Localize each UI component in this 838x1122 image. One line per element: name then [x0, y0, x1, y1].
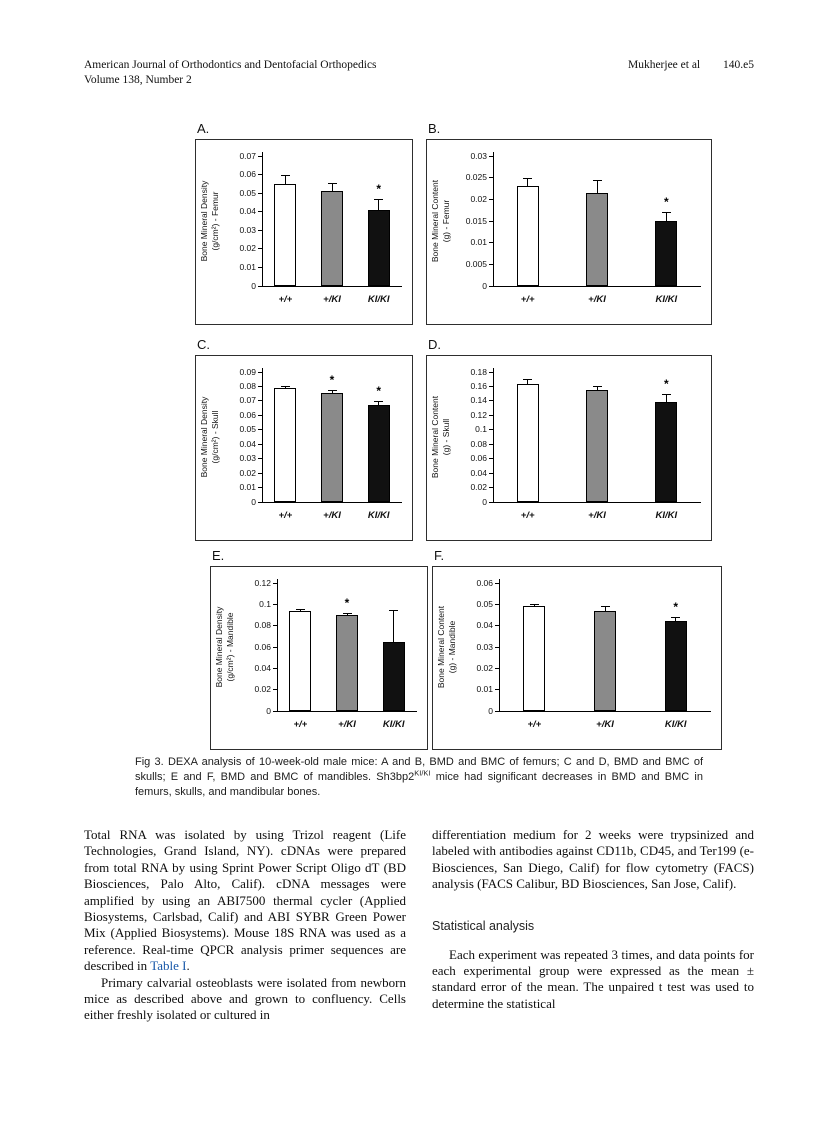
x-category-label: +/KI — [596, 719, 614, 730]
paragraph-facs: differentiation medium for 2 weeks were trypsinized and labeled with antibodies against CD11b, CD45, and Ter199 (e-Biosciences, San Diego, Calif) for flow cytometry (FACS) analysis (FACS Calibur, BD Biosciences, San Jose, Calif). — [432, 827, 754, 892]
x-category-label: +/+ — [520, 294, 535, 305]
y-axis-line — [262, 368, 263, 502]
x-category-label: +/+ — [527, 719, 542, 730]
y-tick-label: 0.06 — [254, 641, 271, 652]
figure-label: Fig 3. — [135, 756, 164, 768]
paragraph-text: Total RNA was isolated by using Trizol reagent (Life Technologies, Grand Island, NY). cDNAs were prepared from total RNA by using Sprint Power Script Oligo dT (BD Biosciences, Palo Alto, Calif). cDNA messages were amplified by using an ABI7500 thermal cycler (Applied Biosystems, Carlsbad, Calif) and ABI SYBR Green Power Mix (Applied Biosystems). Mouse 18S RNA was used as a reference. Real-time QPCR analysis primer sequences are described in — [84, 827, 406, 974]
y-tick — [489, 177, 493, 178]
chart-box — [432, 566, 722, 750]
table-i-link[interactable]: Table I — [150, 958, 187, 974]
y-tick — [489, 444, 493, 445]
y-axis-line — [262, 152, 263, 286]
chart-panel-a — [195, 122, 413, 325]
y-tick — [489, 199, 493, 200]
error-bar — [597, 180, 598, 193]
y-tick — [273, 711, 277, 712]
error-bar-cap — [389, 610, 398, 611]
figure-caption-text: DEXA analysis of 10-week-old male mice: A and B, BMD and BMC of femurs; C and D, BMD and BMC of skulls; E and F, BMD and BMC of mandibles. Sh3bp2 — [135, 756, 704, 783]
bar-+/+ — [274, 184, 296, 286]
x-category-label: +/+ — [293, 719, 308, 730]
x-axis-line — [493, 502, 701, 503]
y-tick-label: 0.02 — [254, 684, 271, 695]
y-tick — [495, 689, 499, 690]
y-tick-label: 0.025 — [465, 172, 487, 183]
body-column-left — [84, 827, 406, 1024]
y-axis-title-line: Bone Mineral Density — [214, 606, 224, 688]
y-tick-label: 0 — [251, 496, 256, 507]
error-bar-cap — [343, 613, 352, 614]
y-tick-label: 0 — [482, 496, 487, 507]
bar-+/KI — [321, 393, 343, 502]
y-tick-label: 0.01 — [470, 237, 487, 248]
significance-star: * — [344, 595, 350, 610]
error-bar-cap — [328, 390, 337, 391]
y-tick — [258, 248, 262, 249]
y-tick — [258, 429, 262, 430]
bar-+/KI — [594, 611, 616, 711]
chart-panel-b — [426, 122, 712, 325]
bar-+/KI — [321, 191, 343, 286]
x-category-label: +/KI — [338, 719, 356, 730]
y-tick-label: 0.1 — [259, 598, 271, 609]
y-tick-label: 0.18 — [470, 366, 487, 377]
bar-KI/KI — [383, 642, 405, 711]
y-tick-label: 0.07 — [239, 395, 256, 406]
y-tick — [489, 400, 493, 401]
y-tick-label: 0.04 — [254, 662, 271, 673]
bar-+/KI — [336, 615, 358, 711]
y-tick — [489, 264, 493, 265]
y-tick — [273, 689, 277, 690]
panel-label: C. — [197, 337, 210, 352]
chart-box — [210, 566, 428, 750]
error-bar — [332, 183, 333, 191]
y-tick — [258, 211, 262, 212]
y-tick-label: 0.04 — [470, 467, 487, 478]
y-tick-label: 0.08 — [239, 380, 256, 391]
error-bar-cap — [530, 604, 539, 605]
y-tick — [489, 242, 493, 243]
chart-panel-d — [426, 338, 712, 541]
error-bar-cap — [374, 199, 383, 200]
y-tick — [258, 174, 262, 175]
chart-box — [426, 139, 712, 325]
x-axis-line — [493, 286, 701, 287]
bar-+/+ — [523, 606, 545, 711]
bar-+/+ — [289, 611, 311, 711]
y-tick-label: 0.02 — [239, 467, 256, 478]
y-tick-label: 0 — [482, 280, 487, 291]
error-bar-cap — [523, 379, 532, 380]
y-tick — [489, 458, 493, 459]
error-bar-cap — [593, 180, 602, 181]
y-tick-label: 0.02 — [476, 662, 493, 673]
section-heading-statistical-analysis: Statistical analysis — [432, 918, 535, 933]
y-tick-label: 0.03 — [476, 641, 493, 652]
y-tick-label: 0.005 — [465, 258, 487, 269]
body-column-right — [432, 827, 754, 1012]
y-tick — [258, 444, 262, 445]
bar-+/+ — [274, 388, 296, 502]
y-tick — [273, 583, 277, 584]
x-category-label: +/KI — [588, 510, 606, 521]
y-tick-label: 0.03 — [470, 150, 487, 161]
paragraph-statistics: Each experiment was repeated 3 times, and data points for each experimental group were expressed as the mean ± standard error of the mean. The unpaired t test was used to determine the statistical — [432, 946, 754, 1011]
page-number: 140.e5 — [723, 59, 754, 71]
x-axis-line — [277, 711, 417, 712]
y-tick-label: 0.16 — [470, 380, 487, 391]
y-tick-label: 0.06 — [239, 169, 256, 180]
paragraph-text-end: . — [186, 958, 190, 974]
y-tick — [489, 286, 493, 287]
panel-label: D. — [428, 337, 441, 352]
y-tick — [258, 156, 262, 157]
y-axis-line — [493, 152, 494, 286]
chart-panel-f — [432, 549, 722, 750]
bar-KI/KI — [368, 405, 390, 502]
panel-label: B. — [428, 121, 441, 136]
y-tick — [489, 386, 493, 387]
y-axis-title-line: (g) - Skull — [440, 418, 451, 456]
y-tick — [489, 221, 493, 222]
y-tick-label: 0.12 — [254, 577, 271, 588]
y-tick — [495, 604, 499, 605]
error-bar-cap — [671, 617, 680, 618]
y-tick — [489, 415, 493, 416]
y-axis-line — [277, 579, 278, 711]
y-axis-title-line: (g) - Femur — [440, 199, 451, 243]
bar-+/+ — [517, 186, 539, 286]
y-tick — [258, 415, 262, 416]
x-category-label: +/+ — [520, 510, 535, 521]
x-category-label: +/KI — [323, 510, 341, 521]
significance-star: * — [376, 383, 381, 398]
bar-+/+ — [517, 384, 539, 502]
x-category-label: +/KI — [323, 294, 341, 305]
x-category-label: KI/KI — [367, 294, 390, 305]
y-tick — [489, 502, 493, 503]
error-bar-cap — [662, 394, 671, 395]
y-axis-title-line: (g/cm²) - Femur — [209, 191, 220, 251]
x-axis-line — [499, 711, 711, 712]
y-axis-title-line: Bone Mineral Content — [436, 605, 446, 689]
y-tick-label: 0.01 — [239, 261, 256, 272]
error-bar-cap — [374, 401, 383, 402]
y-tick-label: 0.14 — [470, 395, 487, 406]
y-tick — [495, 625, 499, 626]
y-tick-label: 0.08 — [470, 438, 487, 449]
error-bar-cap — [281, 175, 290, 176]
y-tick — [273, 668, 277, 669]
bar-KI/KI — [665, 621, 687, 711]
bar-+/KI — [586, 390, 608, 502]
y-tick-label: 0.04 — [239, 206, 256, 217]
y-tick — [489, 473, 493, 474]
y-axis-title-line: Bone Mineral Content — [430, 395, 440, 479]
y-tick-label: 0.05 — [476, 598, 493, 609]
y-tick — [258, 286, 262, 287]
chart-panel-e — [210, 549, 428, 750]
x-category-label: +/+ — [278, 294, 293, 305]
bar-KI/KI — [655, 402, 677, 502]
y-tick-label: 0.12 — [470, 409, 487, 420]
y-tick — [258, 473, 262, 474]
journal-volume: Volume 138, Number 2 — [84, 73, 192, 86]
error-bar-cap — [662, 212, 671, 213]
y-tick-label: 0.04 — [239, 438, 256, 449]
chart-box — [195, 355, 413, 541]
chart-box — [426, 355, 712, 541]
y-tick — [258, 267, 262, 268]
significance-star: * — [663, 195, 669, 210]
error-bar — [285, 175, 286, 184]
y-tick — [258, 458, 262, 459]
error-bar — [666, 212, 667, 221]
paragraph-methods-rna — [84, 827, 406, 975]
chart-box — [195, 139, 413, 325]
y-tick-label: 0.1 — [475, 424, 487, 435]
y-tick — [495, 583, 499, 584]
error-bar — [666, 394, 667, 403]
y-axis-title-line: Bone Mineral Content — [430, 179, 440, 263]
y-axis-title-line: (g/cm²) - Mandible — [224, 612, 235, 682]
y-tick — [489, 156, 493, 157]
bar-KI/KI — [368, 210, 390, 286]
panel-label: E. — [212, 548, 225, 563]
y-tick-label: 0.07 — [239, 150, 256, 161]
chart-panel-c — [195, 338, 413, 541]
y-axis-title-line: Bone Mineral Density — [199, 180, 209, 262]
y-tick-label: 0.04 — [476, 620, 493, 631]
error-bar-cap — [593, 386, 602, 387]
y-tick — [258, 372, 262, 373]
y-tick-label: 0.08 — [254, 620, 271, 631]
significance-star: * — [376, 181, 381, 196]
figure-caption-text-end: mice had significant decreases in BMD and BMC in femurs, skulls, and mandibular bones. — [135, 771, 703, 798]
y-tick — [258, 400, 262, 401]
y-tick — [495, 711, 499, 712]
y-tick-label: 0 — [488, 705, 493, 716]
y-tick — [489, 372, 493, 373]
y-tick — [489, 429, 493, 430]
significance-star: * — [673, 600, 678, 615]
error-bar-cap — [328, 183, 337, 184]
y-axis-title-line: Bone Mineral Density — [199, 396, 209, 478]
y-tick-label: 0.09 — [239, 366, 256, 377]
y-tick — [258, 230, 262, 231]
y-tick — [273, 625, 277, 626]
y-tick — [495, 647, 499, 648]
x-category-label: KI/KI — [655, 510, 678, 521]
panel-label: F. — [434, 548, 445, 563]
error-bar-cap — [601, 606, 610, 607]
y-tick-label: 0.06 — [239, 409, 256, 420]
y-tick-label: 0 — [251, 280, 256, 291]
x-axis-line — [262, 286, 402, 287]
y-tick-label: 0.015 — [465, 215, 487, 226]
error-bar — [378, 199, 379, 210]
y-tick-label: 0.03 — [239, 453, 256, 464]
x-category-label: KI/KI — [655, 294, 678, 305]
journal-title: American Journal of Orthodontics and Dentofacial Orthopedics — [84, 59, 377, 71]
y-tick-label: 0.02 — [239, 243, 256, 254]
paragraph-osteoblasts: Primary calvarial osteoblasts were isolated from newborn mice as described above and grown to confluency. Cells either freshly isolated or cultured in — [84, 974, 406, 1023]
significance-star: * — [329, 373, 335, 388]
y-axis-title-line: (g) - Mandible — [446, 620, 457, 674]
y-tick-label: 0.05 — [239, 424, 256, 435]
figure-caption-superscript: KI/KI — [414, 768, 431, 778]
y-tick — [258, 193, 262, 194]
y-tick-label: 0 — [266, 705, 271, 716]
y-tick — [273, 647, 277, 648]
y-tick — [258, 386, 262, 387]
y-axis-title-line: (g/cm²) - Skull — [209, 410, 220, 464]
figure-caption — [135, 755, 703, 800]
error-bar-cap — [281, 386, 290, 387]
error-bar — [393, 610, 394, 642]
y-tick-label: 0.06 — [476, 577, 493, 588]
y-tick — [258, 502, 262, 503]
y-tick-label: 0.02 — [470, 193, 487, 204]
y-axis-line — [493, 368, 494, 502]
y-tick-label: 0.01 — [239, 482, 256, 493]
error-bar-cap — [296, 609, 305, 610]
y-tick — [273, 604, 277, 605]
y-tick-label: 0.03 — [239, 224, 256, 235]
x-category-label: +/+ — [278, 510, 293, 521]
x-category-label: KI/KI — [382, 719, 405, 730]
panel-label: A. — [197, 121, 210, 136]
x-category-label: KI/KI — [367, 510, 390, 521]
y-tick-label: 0.01 — [476, 684, 493, 695]
x-axis-line — [262, 502, 402, 503]
y-tick-label: 0.02 — [470, 482, 487, 493]
y-tick — [495, 668, 499, 669]
running-authors: Mukherjee et al — [627, 59, 701, 71]
y-axis-line — [499, 579, 500, 711]
bar-KI/KI — [655, 221, 677, 286]
x-category-label: +/KI — [588, 294, 606, 305]
y-tick-label: 0.05 — [239, 187, 256, 198]
bar-+/KI — [586, 193, 608, 286]
y-tick — [489, 487, 493, 488]
y-tick — [258, 487, 262, 488]
significance-star: * — [663, 376, 669, 391]
x-category-label: KI/KI — [664, 719, 687, 730]
y-tick-label: 0.06 — [470, 453, 487, 464]
error-bar-cap — [523, 178, 532, 179]
error-bar — [527, 178, 528, 187]
